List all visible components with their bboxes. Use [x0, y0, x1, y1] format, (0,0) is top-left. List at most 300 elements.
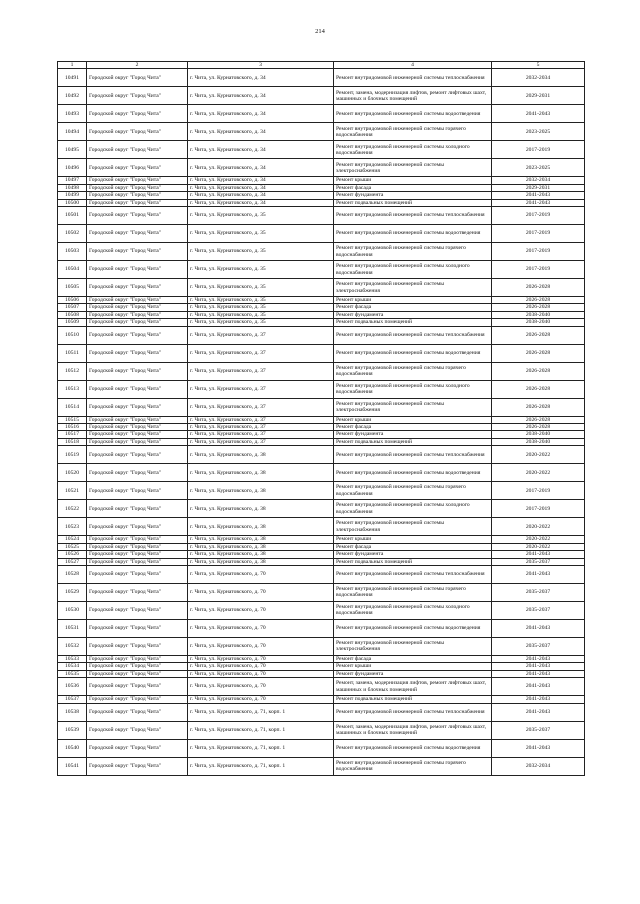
table-row	[58, 304, 585, 311]
period-cell: 2041-2043	[492, 655, 585, 662]
period-cell: 2026-2028	[492, 279, 585, 297]
period-cell: 2032-2034	[492, 757, 585, 775]
table-row	[58, 311, 585, 318]
address-cell: г. Чита, ул. Курнатовского, д. 34	[188, 177, 334, 184]
table-row	[58, 482, 585, 500]
address-cell: г. Чита, ул. Курнатовского, д. 34	[188, 141, 334, 159]
work-type-cell: Ремонт внутридомовой инженерной системы электроснабжения	[334, 637, 492, 655]
municipality-cell: Городской округ "Город Чита"	[87, 446, 188, 464]
row-number-cell: 10516	[58, 424, 87, 431]
municipality-cell: Городской округ "Город Чита"	[87, 141, 188, 159]
work-type-cell: Ремонт фасада	[334, 655, 492, 662]
municipality-cell: Городской округ "Город Чита"	[87, 464, 188, 482]
row-number-cell: 10503	[58, 243, 87, 261]
municipality-cell: Городской округ "Город Чита"	[87, 344, 188, 362]
table-row	[58, 536, 585, 543]
period-cell: 2041-2043	[492, 192, 585, 199]
table-row	[58, 637, 585, 655]
table-row	[58, 558, 585, 565]
table-row	[58, 438, 585, 445]
work-type-cell: Ремонт фасада	[334, 543, 492, 550]
row-number-cell: 10498	[58, 184, 87, 191]
table-row	[58, 721, 585, 739]
address-cell: г. Чита, ул. Курнатовского, д. 70	[188, 601, 334, 619]
period-cell: 2038-2040	[492, 319, 585, 326]
period-cell: 2026-2028	[492, 416, 585, 423]
work-type-cell: Ремонт подвальных помещений	[334, 696, 492, 703]
row-number-cell: 10505	[58, 279, 87, 297]
period-cell: 2032-2034	[492, 177, 585, 184]
work-type-cell: Ремонт внутридомовой инженерной системы электроснабжения	[334, 518, 492, 536]
period-cell: 2026-2028	[492, 297, 585, 304]
table-row	[58, 141, 585, 159]
work-type-cell: Ремонт фундамента	[334, 431, 492, 438]
table-row	[58, 105, 585, 123]
work-type-cell: Ремонт крыши	[334, 416, 492, 423]
work-type-cell: Ремонт внутридомовой инженерной системы теплоснабжения	[334, 326, 492, 344]
row-number-cell: 10497	[58, 177, 87, 184]
address-cell: г. Чита, ул. Курнатовского, д. 35	[188, 207, 334, 225]
period-cell: 2020-2022	[492, 464, 585, 482]
table-row	[58, 380, 585, 398]
municipality-cell: Городской округ "Город Чита"	[87, 518, 188, 536]
table-row	[58, 619, 585, 637]
table-row	[58, 207, 585, 225]
row-number-cell: 10528	[58, 565, 87, 583]
municipality-cell: Городской округ "Город Чита"	[87, 69, 188, 87]
address-cell: г. Чита, ул. Курнатовского, д. 34	[188, 159, 334, 177]
period-cell: 2023-2025	[492, 159, 585, 177]
period-cell: 2020-2022	[492, 518, 585, 536]
address-cell: г. Чита, ул. Курнатовского, д. 34	[188, 123, 334, 141]
table-row	[58, 123, 585, 141]
work-type-cell: Ремонт внутридомовой инженерной системы электроснабжения	[334, 398, 492, 416]
address-cell: г. Чита, ул. Курнатовского, д. 38	[188, 558, 334, 565]
municipality-cell: Городской округ "Город Чита"	[87, 304, 188, 311]
repair-schedule-table	[57, 61, 585, 776]
address-cell: г. Чита, ул. Курнатовского, д. 70	[188, 619, 334, 637]
row-number-cell: 10525	[58, 543, 87, 550]
row-number-cell: 10506	[58, 297, 87, 304]
municipality-cell: Городской округ "Город Чита"	[87, 565, 188, 583]
address-cell: г. Чита, ул. Курнатовского, д. 34	[188, 192, 334, 199]
row-number-cell: 10509	[58, 319, 87, 326]
work-type-cell: Ремонт внутридомовой инженерной системы горячего водоснабжения	[334, 583, 492, 601]
address-cell: г. Чита, ул. Курнатовского, д. 37	[188, 344, 334, 362]
table-row	[58, 225, 585, 243]
work-type-cell: Ремонт внутридомовой инженерной системы горячего водоснабжения	[334, 362, 492, 380]
work-type-cell: Ремонт фасада	[334, 184, 492, 191]
municipality-cell: Городской округ "Город Чита"	[87, 583, 188, 601]
table-header-row	[58, 62, 585, 69]
address-cell: г. Чита, ул. Курнатовского, д. 38	[188, 543, 334, 550]
municipality-cell: Городской округ "Город Чита"	[87, 398, 188, 416]
address-cell: г. Чита, ул. Курнатовского, д. 37	[188, 380, 334, 398]
work-type-cell: Ремонт крыши	[334, 297, 492, 304]
table-row	[58, 192, 585, 199]
table-row	[58, 199, 585, 206]
municipality-cell: Городской округ "Город Чита"	[87, 482, 188, 500]
table-row	[58, 464, 585, 482]
period-cell: 2032-2034	[492, 69, 585, 87]
table-row	[58, 184, 585, 191]
work-type-cell: Ремонт крыши	[334, 536, 492, 543]
period-cell: 2017-2019	[492, 482, 585, 500]
period-cell: 2026-2028	[492, 380, 585, 398]
municipality-cell: Городской округ "Город Чита"	[87, 362, 188, 380]
table-row	[58, 326, 585, 344]
address-cell: г. Чита, ул. Курнатовского, д. 37	[188, 326, 334, 344]
row-number-cell: 10539	[58, 721, 87, 739]
period-cell: 2035-2037	[492, 721, 585, 739]
row-number-cell: 10519	[58, 446, 87, 464]
period-cell: 2026-2028	[492, 424, 585, 431]
row-number-cell: 10520	[58, 464, 87, 482]
work-type-cell: Ремонт фасада	[334, 304, 492, 311]
work-type-cell: Ремонт внутридомовой инженерной системы теплоснабжения	[334, 207, 492, 225]
period-cell: 2041-2043	[492, 696, 585, 703]
address-cell: г. Чита, ул. Курнатовского, д. 37	[188, 362, 334, 380]
column-header: 5	[492, 62, 585, 69]
address-cell: г. Чита, ул. Курнатовского, д. 37	[188, 431, 334, 438]
municipality-cell: Городской округ "Город Чита"	[87, 311, 188, 318]
row-number-cell: 10522	[58, 500, 87, 518]
address-cell: г. Чита, ул. Курнатовского, д. 37	[188, 424, 334, 431]
municipality-cell: Городской округ "Город Чита"	[87, 536, 188, 543]
period-cell: 2041-2043	[492, 551, 585, 558]
row-number-cell: 10502	[58, 225, 87, 243]
address-cell: г. Чита, ул. Курнатовского, д. 35	[188, 311, 334, 318]
address-cell: г. Чита, ул. Курнатовского, д. 70	[188, 655, 334, 662]
work-type-cell: Ремонт внутридомовой инженерной системы теплоснабжения	[334, 703, 492, 721]
address-cell: г. Чита, ул. Курнатовского, д. 37	[188, 398, 334, 416]
work-type-cell: Ремонт подвальных помещений	[334, 558, 492, 565]
table-row	[58, 416, 585, 423]
address-cell: г. Чита, ул. Курнатовского, д. 71, корп. 1	[188, 757, 334, 775]
period-cell: 2041-2043	[492, 739, 585, 757]
municipality-cell: Городской округ "Город Чита"	[87, 543, 188, 550]
work-type-cell: Ремонт внутридомовой инженерной системы теплоснабжения	[334, 69, 492, 87]
work-type-cell: Ремонт подвальных помещений	[334, 438, 492, 445]
table-row	[58, 424, 585, 431]
row-number-cell: 10512	[58, 362, 87, 380]
address-cell: г. Чита, ул. Курнатовского, д. 35	[188, 279, 334, 297]
municipality-cell: Городской округ "Город Чита"	[87, 601, 188, 619]
work-type-cell: Ремонт внутридомовой инженерной системы электроснабжения	[334, 159, 492, 177]
table-row	[58, 87, 585, 105]
municipality-cell: Городской округ "Город Чита"	[87, 159, 188, 177]
row-number-cell: 10536	[58, 678, 87, 696]
row-number-cell: 10527	[58, 558, 87, 565]
column-header: 1	[58, 62, 87, 69]
address-cell: г. Чита, ул. Курнатовского, д. 70	[188, 670, 334, 677]
work-type-cell: Ремонт внутридомовой инженерной системы горячего водоснабжения	[334, 243, 492, 261]
address-cell: г. Чита, ул. Курнатовского, д. 38	[188, 551, 334, 558]
municipality-cell: Городской округ "Город Чита"	[87, 184, 188, 191]
period-cell: 2020-2022	[492, 543, 585, 550]
table-row	[58, 739, 585, 757]
table-row	[58, 678, 585, 696]
address-cell: г. Чита, ул. Курнатовского, д. 35	[188, 261, 334, 279]
table-body	[58, 69, 585, 775]
period-cell: 2017-2019	[492, 207, 585, 225]
address-cell: г. Чита, ул. Курнатовского, д. 38	[188, 464, 334, 482]
period-cell: 2041-2043	[492, 678, 585, 696]
row-number-cell: 10535	[58, 670, 87, 677]
row-number-cell: 10510	[58, 326, 87, 344]
municipality-cell: Городской округ "Город Чита"	[87, 297, 188, 304]
municipality-cell: Городской округ "Город Чита"	[87, 319, 188, 326]
row-number-cell: 10529	[58, 583, 87, 601]
row-number-cell: 10517	[58, 431, 87, 438]
address-cell: г. Чита, ул. Курнатовского, д. 38	[188, 446, 334, 464]
table-row	[58, 177, 585, 184]
work-type-cell: Ремонт внутридомовой инженерной системы теплоснабжения	[334, 565, 492, 583]
table-row	[58, 446, 585, 464]
municipality-cell: Городской округ "Город Чита"	[87, 739, 188, 757]
municipality-cell: Городской округ "Город Чита"	[87, 207, 188, 225]
municipality-cell: Городской округ "Город Чита"	[87, 757, 188, 775]
row-number-cell: 10500	[58, 199, 87, 206]
table-row	[58, 703, 585, 721]
row-number-cell: 10495	[58, 141, 87, 159]
address-cell: г. Чита, ул. Курнатовского, д. 71, корп. 1	[188, 739, 334, 757]
municipality-cell: Городской округ "Город Чита"	[87, 438, 188, 445]
address-cell: г. Чита, ул. Курнатовского, д. 35	[188, 304, 334, 311]
period-cell: 2041-2043	[492, 670, 585, 677]
table-row	[58, 362, 585, 380]
row-number-cell: 10531	[58, 619, 87, 637]
row-number-cell: 10493	[58, 105, 87, 123]
municipality-cell: Городской округ "Город Чита"	[87, 678, 188, 696]
table-row	[58, 518, 585, 536]
column-header: 4	[334, 62, 492, 69]
period-cell: 2038-2040	[492, 431, 585, 438]
municipality-cell: Городской округ "Город Чита"	[87, 721, 188, 739]
municipality-cell: Городской округ "Город Чита"	[87, 663, 188, 670]
period-cell: 2026-2028	[492, 344, 585, 362]
row-number-cell: 10499	[58, 192, 87, 199]
work-type-cell: Ремонт, замена, модернизация лифтов, ремонт лифтовых шахт, машинных и блочных помещений	[334, 678, 492, 696]
municipality-cell: Городской округ "Город Чита"	[87, 551, 188, 558]
address-cell: г. Чита, ул. Курнатовского, д. 38	[188, 482, 334, 500]
address-cell: г. Чита, ул. Курнатовского, д. 35	[188, 297, 334, 304]
period-cell: 2041-2043	[492, 619, 585, 637]
period-cell: 2026-2028	[492, 326, 585, 344]
period-cell: 2020-2022	[492, 536, 585, 543]
municipality-cell: Городской округ "Город Чита"	[87, 431, 188, 438]
work-type-cell: Ремонт внутридомовой инженерной системы водоотведения	[334, 105, 492, 123]
period-cell: 2041-2043	[492, 105, 585, 123]
row-number-cell: 10508	[58, 311, 87, 318]
municipality-cell: Городской округ "Город Чита"	[87, 655, 188, 662]
row-number-cell: 10532	[58, 637, 87, 655]
row-number-cell: 10492	[58, 87, 87, 105]
address-cell: г. Чита, ул. Курнатовского, д. 38	[188, 518, 334, 536]
period-cell: 2029-2031	[492, 87, 585, 105]
municipality-cell: Городской округ "Город Чита"	[87, 424, 188, 431]
period-cell: 2026-2028	[492, 398, 585, 416]
work-type-cell: Ремонт подвальных помещений	[334, 319, 492, 326]
period-cell: 2017-2019	[492, 225, 585, 243]
municipality-cell: Городской округ "Город Чита"	[87, 703, 188, 721]
row-number-cell: 10504	[58, 261, 87, 279]
address-cell: г. Чита, ул. Курнатовского, д. 34	[188, 69, 334, 87]
table-row	[58, 279, 585, 297]
address-cell: г. Чита, ул. Курнатовского, д. 70	[188, 678, 334, 696]
period-cell: 2017-2019	[492, 261, 585, 279]
page-number: 214	[315, 28, 325, 35]
address-cell: г. Чита, ул. Курнатовского, д. 71, корп. 1	[188, 703, 334, 721]
table-row	[58, 319, 585, 326]
work-type-cell: Ремонт внутридомовой инженерной системы водоотведения	[334, 619, 492, 637]
row-number-cell: 10524	[58, 536, 87, 543]
period-cell: 2035-2037	[492, 601, 585, 619]
work-type-cell: Ремонт внутридомовой инженерной системы горячего водоснабжения	[334, 123, 492, 141]
period-cell: 2017-2019	[492, 500, 585, 518]
row-number-cell: 10501	[58, 207, 87, 225]
row-number-cell: 10540	[58, 739, 87, 757]
address-cell: г. Чита, ул. Курнатовского, д. 37	[188, 438, 334, 445]
row-number-cell: 10530	[58, 601, 87, 619]
municipality-cell: Городской округ "Город Чита"	[87, 261, 188, 279]
table-row	[58, 344, 585, 362]
table-row	[58, 431, 585, 438]
municipality-cell: Городской округ "Город Чита"	[87, 123, 188, 141]
row-number-cell: 10518	[58, 438, 87, 445]
work-type-cell: Ремонт фундамента	[334, 551, 492, 558]
row-number-cell: 10491	[58, 69, 87, 87]
row-number-cell: 10513	[58, 380, 87, 398]
table-row	[58, 159, 585, 177]
row-number-cell: 10514	[58, 398, 87, 416]
row-number-cell: 10526	[58, 551, 87, 558]
period-cell: 2035-2037	[492, 583, 585, 601]
work-type-cell: Ремонт крыши	[334, 177, 492, 184]
work-type-cell: Ремонт крыши	[334, 663, 492, 670]
work-type-cell: Ремонт внутридомовой инженерной системы водоотведения	[334, 464, 492, 482]
address-cell: г. Чита, ул. Курнатовского, д. 35	[188, 243, 334, 261]
table-row	[58, 565, 585, 583]
period-cell: 2038-2040	[492, 311, 585, 318]
row-number-cell: 10507	[58, 304, 87, 311]
period-cell: 2026-2028	[492, 362, 585, 380]
period-cell: 2020-2022	[492, 446, 585, 464]
work-type-cell: Ремонт внутридомовой инженерной системы холодного водоснабжения	[334, 500, 492, 518]
municipality-cell: Городской округ "Город Чита"	[87, 637, 188, 655]
work-type-cell: Ремонт внутридомовой инженерной системы горячего водоснабжения	[334, 757, 492, 775]
address-cell: г. Чита, ул. Курнатовского, д. 38	[188, 536, 334, 543]
municipality-cell: Городской округ "Город Чита"	[87, 416, 188, 423]
work-type-cell: Ремонт внутридомовой инженерной системы теплоснабжения	[334, 446, 492, 464]
table-row	[58, 297, 585, 304]
municipality-cell: Городской округ "Город Чита"	[87, 225, 188, 243]
municipality-cell: Городской округ "Город Чита"	[87, 199, 188, 206]
table-row	[58, 696, 585, 703]
period-cell: 2038-2040	[492, 438, 585, 445]
row-number-cell: 10541	[58, 757, 87, 775]
municipality-cell: Городской округ "Город Чита"	[87, 87, 188, 105]
work-type-cell: Ремонт внутридомовой инженерной системы водоотведения	[334, 225, 492, 243]
row-number-cell: 10538	[58, 703, 87, 721]
municipality-cell: Городской округ "Город Чита"	[87, 326, 188, 344]
work-type-cell: Ремонт внутридомовой инженерной системы электроснабжения	[334, 279, 492, 297]
period-cell: 2035-2037	[492, 558, 585, 565]
row-number-cell: 10521	[58, 482, 87, 500]
period-cell: 2029-2031	[492, 184, 585, 191]
work-type-cell: Ремонт внутридомовой инженерной системы горячего водоснабжения	[334, 482, 492, 500]
table-row	[58, 243, 585, 261]
municipality-cell: Городской округ "Город Чита"	[87, 243, 188, 261]
table-row	[58, 261, 585, 279]
row-number-cell: 10494	[58, 123, 87, 141]
period-cell: 2017-2019	[492, 243, 585, 261]
work-type-cell: Ремонт фасада	[334, 424, 492, 431]
period-cell: 2026-2028	[492, 304, 585, 311]
table-row	[58, 670, 585, 677]
work-type-cell: Ремонт внутридомовой инженерной системы холодного водоснабжения	[334, 261, 492, 279]
address-cell: г. Чита, ул. Курнатовского, д. 35	[188, 225, 334, 243]
work-type-cell: Ремонт фундамента	[334, 670, 492, 677]
table-row	[58, 398, 585, 416]
work-type-cell: Ремонт внутридомовой инженерной системы холодного водоснабжения	[334, 141, 492, 159]
work-type-cell: Ремонт внутридомовой инженерной системы водоотведения	[334, 344, 492, 362]
table-row	[58, 69, 585, 87]
municipality-cell: Городской округ "Город Чита"	[87, 670, 188, 677]
address-cell: г. Чита, ул. Курнатовского, д. 34	[188, 199, 334, 206]
address-cell: г. Чита, ул. Курнатовского, д. 35	[188, 319, 334, 326]
row-number-cell: 10534	[58, 663, 87, 670]
period-cell: 2041-2043	[492, 199, 585, 206]
municipality-cell: Городской округ "Город Чита"	[87, 558, 188, 565]
table-row	[58, 551, 585, 558]
period-cell: 2017-2019	[492, 141, 585, 159]
period-cell: 2041-2043	[492, 565, 585, 583]
address-cell: г. Чита, ул. Курнатовского, д. 34	[188, 105, 334, 123]
address-cell: г. Чита, ул. Курнатовского, д. 34	[188, 87, 334, 105]
column-header: 2	[87, 62, 188, 69]
period-cell: 2041-2043	[492, 703, 585, 721]
period-cell: 2023-2025	[492, 123, 585, 141]
column-header: 3	[188, 62, 334, 69]
table-row	[58, 757, 585, 775]
table-row	[58, 663, 585, 670]
address-cell: г. Чита, ул. Курнатовского, д. 38	[188, 500, 334, 518]
municipality-cell: Городской округ "Город Чита"	[87, 500, 188, 518]
period-cell: 2035-2037	[492, 637, 585, 655]
address-cell: г. Чита, ул. Курнатовского, д. 37	[188, 416, 334, 423]
municipality-cell: Городской округ "Город Чита"	[87, 619, 188, 637]
period-cell: 2041-2043	[492, 663, 585, 670]
table-row	[58, 583, 585, 601]
address-cell: г. Чита, ул. Курнатовского, д. 70	[188, 663, 334, 670]
row-number-cell: 10533	[58, 655, 87, 662]
work-type-cell: Ремонт фундамента	[334, 192, 492, 199]
work-type-cell: Ремонт внутридомовой инженерной системы водоотведения	[334, 739, 492, 757]
work-type-cell: Ремонт внутридомовой инженерной системы холодного водоснабжения	[334, 380, 492, 398]
row-number-cell: 10515	[58, 416, 87, 423]
municipality-cell: Городской округ "Город Чита"	[87, 696, 188, 703]
municipality-cell: Городской округ "Город Чита"	[87, 105, 188, 123]
address-cell: г. Чита, ул. Курнатовского, д. 70	[188, 583, 334, 601]
table-row	[58, 601, 585, 619]
row-number-cell: 10496	[58, 159, 87, 177]
address-cell: г. Чита, ул. Курнатовского, д. 34	[188, 184, 334, 191]
row-number-cell: 10523	[58, 518, 87, 536]
row-number-cell: 10511	[58, 344, 87, 362]
municipality-cell: Городской округ "Город Чита"	[87, 380, 188, 398]
table-row	[58, 500, 585, 518]
